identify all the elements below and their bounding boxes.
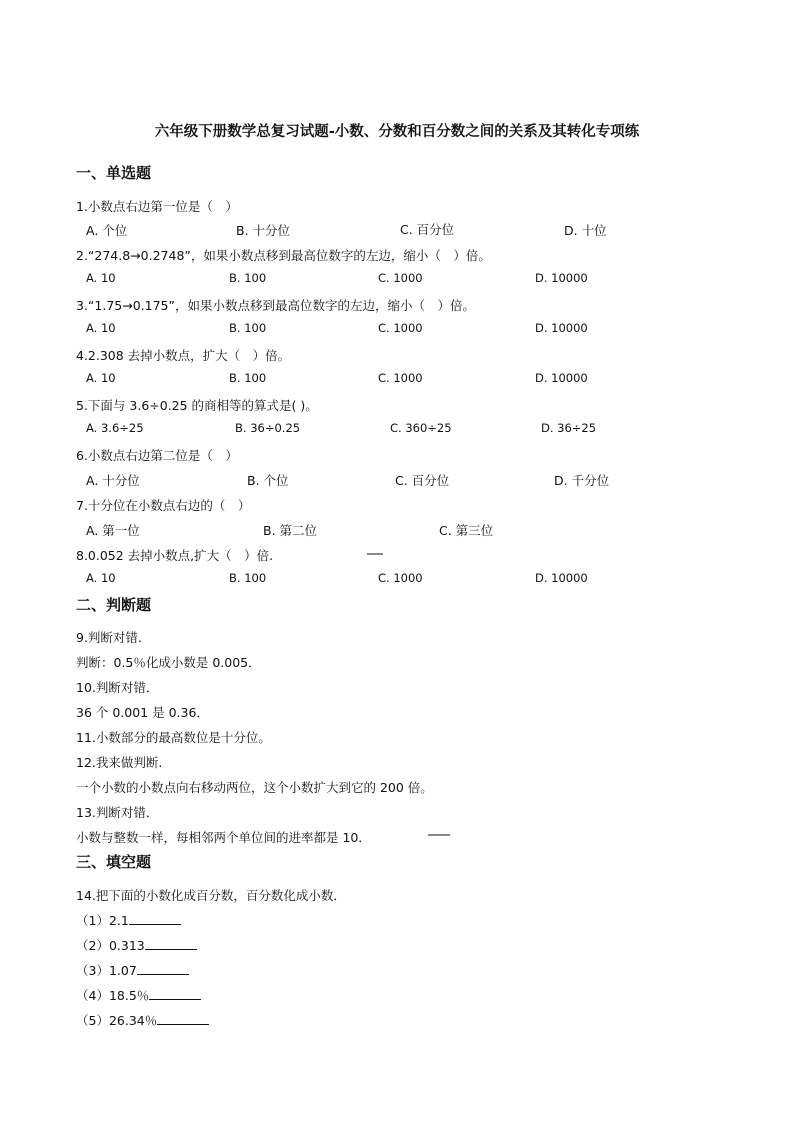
q2-option-b: B. 100 (229, 271, 267, 285)
fill-item-label: （5）26.34％ (76, 1013, 158, 1028)
question-3: 3.“1.75→0.175”，如果小数点移到最高位数字的左边，缩小（ ）倍。 (76, 298, 475, 313)
judgment-9: 9.判断对错. (76, 630, 142, 645)
answer-blank[interactable] (145, 938, 197, 950)
q2-option-d: D. 10000 (535, 271, 588, 285)
answer-blank[interactable] (149, 988, 201, 1000)
section-heading-single-choice: 一、单选题 (76, 164, 152, 182)
fill-item-5 (76, 1011, 209, 1029)
answer-blank[interactable] (129, 913, 181, 925)
answer-blank[interactable] (157, 1013, 209, 1025)
q4-option-d: D. 10000 (535, 371, 588, 385)
judgment-13-statement: 小数与整数一样，每相邻两个单位间的进率都是 10． (76, 830, 371, 845)
judgment-10: 10.判断对错． (76, 680, 159, 695)
page-title: 六年级下册数学总复习试题-小数、分数和百分数之间的关系及其转化专项练 (154, 124, 640, 140)
q3-option-d: D. 10000 (535, 321, 588, 335)
section-heading-fill-in: 三、填空题 (76, 853, 152, 871)
faint-mark (428, 834, 450, 836)
q1-option-d: D. 十位 (564, 223, 607, 238)
q1-option-c: C. 百分位 (400, 222, 455, 237)
q4-option-a: A. 10 (86, 371, 116, 385)
q8-option-a: A. 10 (86, 571, 116, 585)
q7-option-a: A. 第一位 (86, 523, 140, 538)
judgment-9-statement: 判断：0.5％化成小数是 0.005． (76, 655, 261, 670)
section-heading-true-false: 二、判断题 (76, 596, 152, 614)
q8-option-b: B. 100 (229, 571, 267, 585)
q4-option-c: C. 1000 (378, 371, 423, 385)
q3-option-c: C. 1000 (378, 321, 423, 335)
question-4: 4.2.308 去掉小数点，扩大（ ）倍。 (76, 348, 291, 363)
q5-option-c: C. 360÷25 (390, 421, 452, 435)
q6-option-c: C. 百分位 (395, 473, 450, 488)
q5-option-a: A. 3.6÷25 (86, 421, 144, 435)
fill-item-label: （3）1.07 (76, 963, 137, 978)
q8-option-d: D. 10000 (535, 571, 588, 585)
q7-option-c: C. 第三位 (439, 523, 494, 538)
judgment-12: 12.我来做判断. (76, 755, 163, 770)
fill-item-2 (76, 936, 197, 954)
q1-option-a: A. 个位 (86, 223, 128, 238)
q5-option-b: B. 36÷0.25 (235, 421, 301, 435)
q1-option-b: B. 十分位 (236, 223, 291, 238)
q3-option-b: B. 100 (229, 321, 267, 335)
fill-item-label: （1）2.1 (76, 913, 129, 928)
judgment-12-statement: 一个小数的小数点向右移动两位，这个小数扩大到它的 200 倍。 (76, 780, 433, 795)
q5-option-d: D. 36÷25 (541, 421, 597, 435)
judgment-10-statement: 36 个 0.001 是 0.36． (76, 705, 209, 720)
q3-option-a: A. 10 (86, 321, 116, 335)
fill-item-1 (76, 911, 181, 929)
q6-option-d: D. 千分位 (554, 473, 610, 488)
q8-option-c: C. 1000 (378, 571, 423, 585)
fill-question-14: 14.把下面的小数化成百分数，百分数化成小数． (76, 888, 346, 903)
question-8: 8.0.052 去掉小数点,扩大（ ）倍. (76, 548, 274, 563)
question-7: 7.十分位在小数点右边的（ ） (76, 498, 251, 513)
question-1: 1.小数点右边第一位是（ ） (76, 199, 238, 214)
answer-blank[interactable] (137, 963, 189, 975)
judgment-11: 11.小数部分的最高数位是十分位。 (76, 730, 271, 745)
faint-mark (367, 553, 383, 555)
q4-option-b: B. 100 (229, 371, 267, 385)
q6-option-b: B. 个位 (247, 473, 289, 488)
q2-option-c: C. 1000 (378, 271, 423, 285)
fill-item-3 (76, 961, 189, 979)
judgment-13: 13.判断对错． (76, 805, 159, 820)
q7-option-b: B. 第二位 (263, 523, 318, 538)
q2-option-a: A. 10 (86, 271, 116, 285)
fill-item-4 (76, 986, 201, 1004)
q6-option-a: A. 十分位 (86, 473, 140, 488)
question-6: 6.小数点右边第二位是（ ） (76, 448, 238, 463)
question-5: 5.下面与 3.6÷0.25 的商相等的算式是( )。 (76, 398, 318, 413)
fill-item-label: （2）0.313 (76, 938, 145, 953)
fill-item-label: （4）18.5％ (76, 988, 150, 1003)
question-2: 2.“274.8→0.2748”，如果小数点移到最高位数字的左边，缩小（ ）倍。 (76, 248, 491, 263)
